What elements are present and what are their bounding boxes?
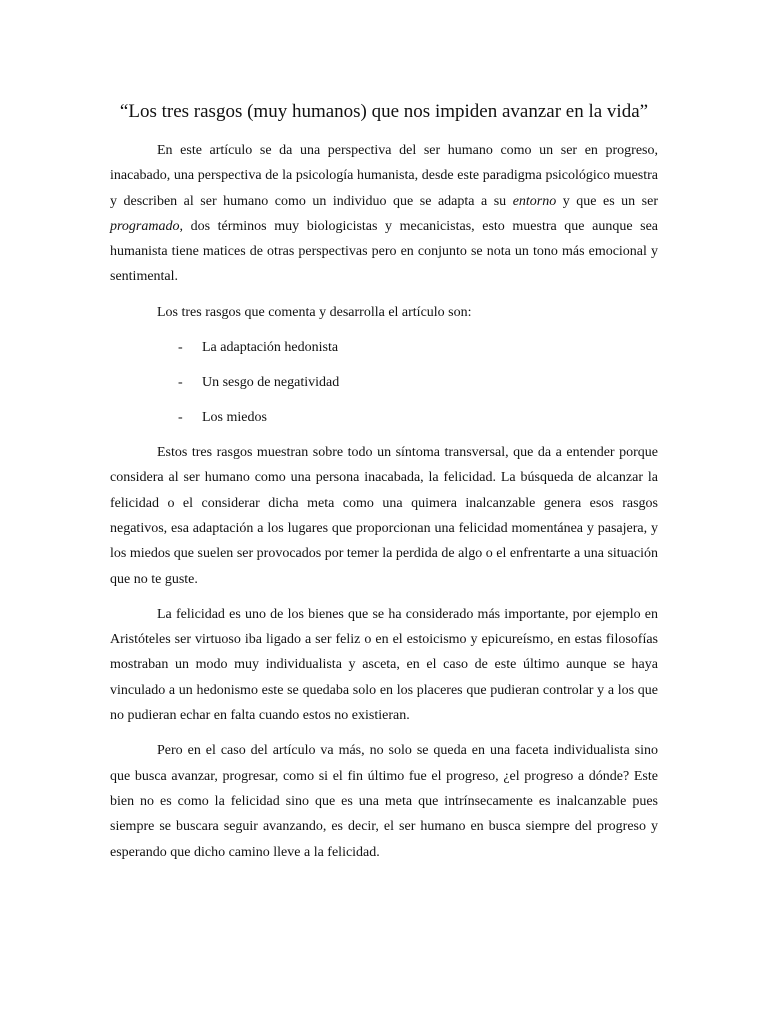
paragraph-intro <box>110 138 658 290</box>
list-marker: - <box>178 410 183 426</box>
list-item <box>110 370 658 395</box>
traits-list <box>110 335 658 430</box>
list-marker: - <box>178 340 183 356</box>
italic-term-programado: programado <box>110 218 180 234</box>
list-item-text: Los miedos <box>202 410 267 426</box>
paragraph-progress: Pero en el caso del artículo va más, no solo se queda en una faceta individualista sino que busca avanzar, progresar, como si el fin último fue el progreso, ¿el progreso a dónde? Este bien no es como la felicidad sino que es una meta que intrínsecamente es inalcanzable pues siempre se buscara seguir avanzando, es decir, el ser humano en busca siempre del progreso y esperando que dicho camino lleve a la felicidad. <box>110 743 658 860</box>
list-item-text: La adaptación hedonista <box>202 340 339 356</box>
paragraph-philosophy: La felicidad es uno de los bienes que se ha considerado más importante, por ejemplo en Aristóteles ser virtuoso iba ligado a ser feliz o en el estoicismo y epicureísmo, en estas filosofías mostraban un modo muy individualista y asceta, en el caso de este último aunque se haya vinculado a un hedonismo este se quedaba solo en los placeres que pudieran controlar y a los que no pudieran echar en falta cuando estos no existieran. <box>110 606 658 724</box>
italic-term-entorno: entorno <box>512 193 557 209</box>
paragraph-happiness-symptom: Estos tres rasgos muestran sobre todo un síntoma transversal, que da a entender porque considera al ser humano como una persona inacabada, la felicidad. La búsqueda de alcanzar la felicidad o el considerar dicha meta como una quimera inalcanzable genera esos rasgos negativos, esa adaptación a los lugares que proporcionan una felicidad momentánea y pasajera, y los miedos que suelen ser provocados por temer la perdida de algo o el enfrentarte a una situación que no te guste. <box>110 445 658 587</box>
list-item <box>110 405 658 430</box>
list-marker: - <box>178 375 183 391</box>
paragraph-list-intro: Los tres rasgos que comenta y desarrolla el artículo son: <box>157 304 472 320</box>
paragraph-intro-text-a: En este artículo se da una perspectiva del ser humano como un ser en progreso, inacabado, una perspectiva de la psicología humanista, desde este paradigma psicológico muestra y describen al ser humano como un individuo que se adapta a su <box>110 143 658 209</box>
document-title: “Los tres rasgos (muy humanos) que nos impiden avanzar en la vida” <box>119 101 649 122</box>
list-item <box>110 335 658 360</box>
list-item-text: Un sesgo de negatividad <box>202 375 340 391</box>
paragraph-intro-text-e: , dos términos muy biologicistas y mecanicistas, esto muestra que aunque sea humanista tiene matices de otras perspectivas pero en conjunto se nota un tono más emocional y sentimental. <box>110 218 658 285</box>
paragraph-intro-text-c: y que es un ser <box>556 193 659 209</box>
